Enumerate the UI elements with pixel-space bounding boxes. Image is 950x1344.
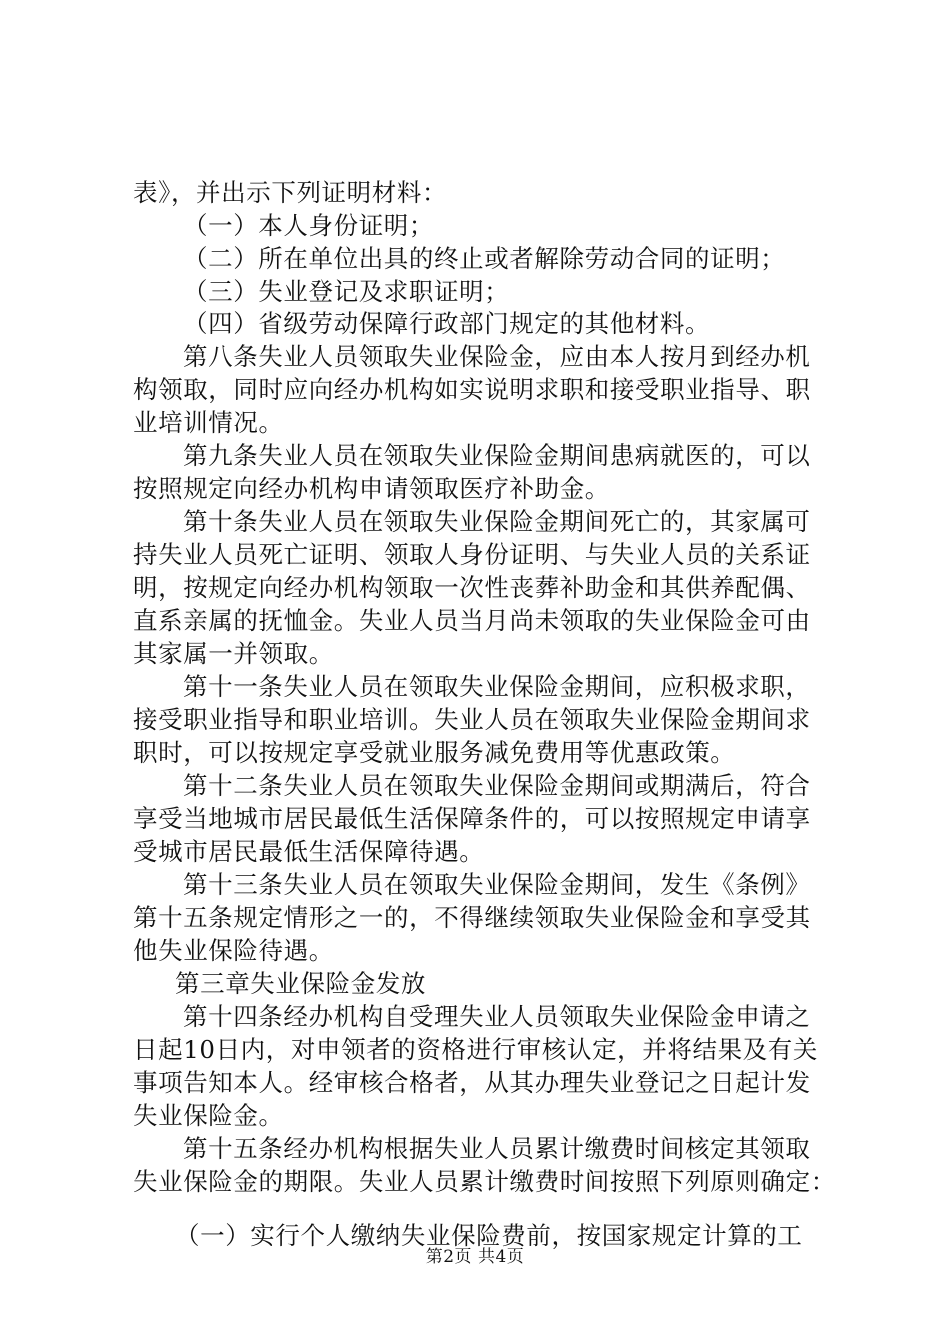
article-11-line: 接受职业指导和职业培训。失业人员在领取失业保险金期间求 — [133, 705, 811, 734]
article-10-line: 明，按规定向经办机构领取一次性丧葬补助金和其供养配偶、 — [133, 573, 811, 602]
article-14-line: 失业保险金。 — [133, 1101, 284, 1130]
article-9-line: 第九条失业人员在领取失业保险金期间患病就医的，可以 — [183, 441, 811, 470]
list-item-4: （四）省级劳动保障行政部门规定的其他材料。 — [183, 309, 711, 338]
list-item-2: （二）所在单位出具的终止或者解除劳动合同的证明； — [183, 244, 786, 273]
article-13-line: 第十三条失业人员在领取失业保险金期间，发生《条例》 — [183, 870, 811, 899]
list-item-1: （一）本人身份证明； — [183, 211, 434, 240]
list-item-1: （一）实行个人缴纳失业保险费前，按国家规定计算的工 — [175, 1221, 803, 1250]
article-12-line: 享受当地城市居民最低生活保障条件的，可以按照规定申请享 — [133, 804, 811, 833]
article-11-line: 第十一条失业人员在领取失业保险金期间，应积极求职， — [183, 672, 811, 701]
article-10-line: 第十条失业人员在领取失业保险金期间死亡的，其家属可 — [183, 507, 811, 536]
list-item-3: （三）失业登记及求职证明； — [183, 277, 510, 306]
article-14-line: 第十四条经办机构自受理失业人员领取失业保险金申请之 — [183, 1002, 811, 1031]
article-10-line: 直系亲属的抚恤金。失业人员当月尚未领取的失业保险金可由 — [133, 606, 811, 635]
article-15-line: 失业保险金的期限。失业人员累计缴费时间按照下列原则确定： — [133, 1167, 836, 1196]
article-8-line: 业培训情况。 — [133, 408, 284, 437]
article-14-line: 日起10日内，对申领者的资格进行审核认定，并将结果及有关 — [133, 1035, 818, 1064]
chapter-heading: 第三章失业保险金发放 — [175, 969, 426, 998]
page-number-footer: 第2页 共4页 — [425, 1247, 525, 1267]
article-14-line: 事项告知本人。经审核合格者，从其办理失业登记之日起计发 — [133, 1068, 811, 1097]
text-line: 表》，并出示下列证明材料： — [133, 178, 448, 207]
article-11-line: 职时，可以按规定享受就业服务减免费用等优惠政策。 — [133, 738, 736, 767]
article-8-line: 第八条失业人员领取失业保险金，应由本人按月到经办机 — [183, 342, 811, 371]
article-10-line: 持失业人员死亡证明、领取人身份证明、与失业人员的关系证 — [133, 540, 811, 569]
article-12-line: 受城市居民最低生活保障待遇。 — [133, 837, 485, 866]
article-15-line: 第十五条经办机构根据失业人员累计缴费时间核定其领取 — [183, 1134, 811, 1163]
article-12-line: 第十二条失业人员在领取失业保险金期间或期满后，符合 — [183, 771, 811, 800]
article-8-line: 构领取，同时应向经办机构如实说明求职和接受职业指导、职 — [133, 375, 811, 404]
article-13-line: 他失业保险待遇。 — [133, 936, 334, 965]
article-13-line: 第十五条规定情形之一的，不得继续领取失业保险金和享受其 — [133, 903, 811, 932]
article-9-line: 按照规定向经办机构申请领取医疗补助金。 — [133, 474, 610, 503]
article-10-line: 其家属一并领取。 — [133, 639, 334, 668]
